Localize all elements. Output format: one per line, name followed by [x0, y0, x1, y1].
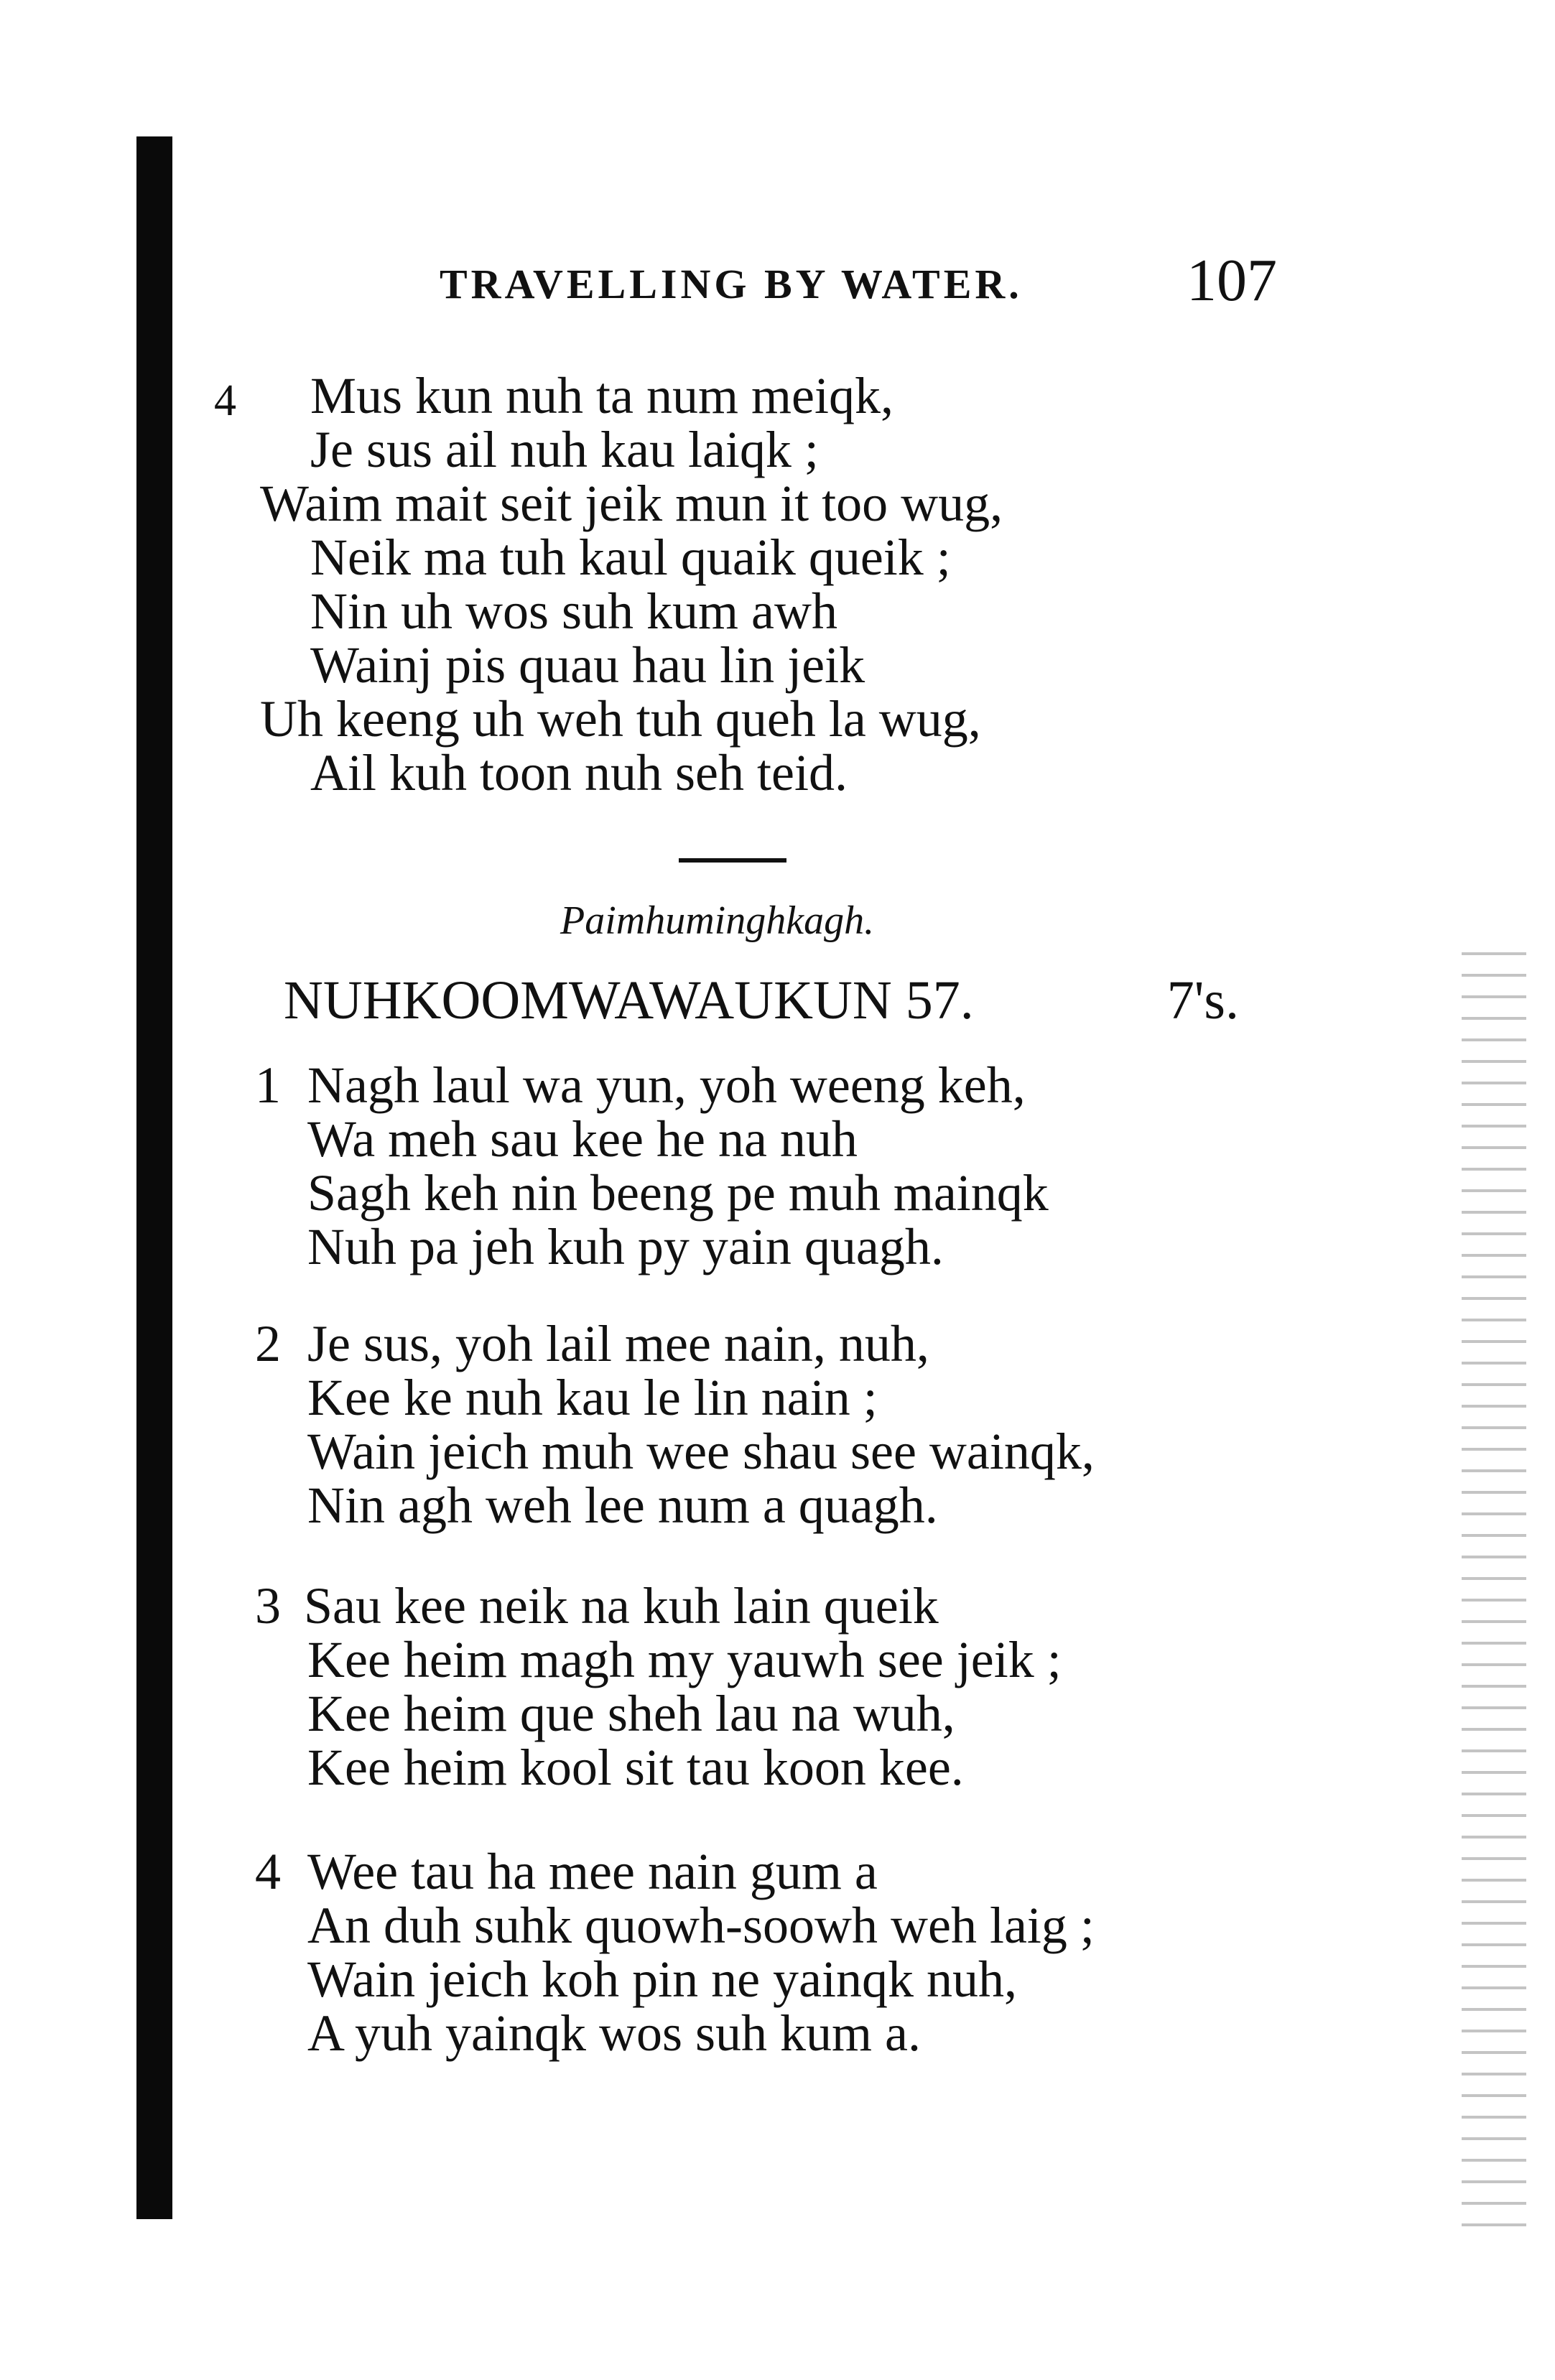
stanza-line: Uh keeng uh weh tuh queh la wug,	[260, 690, 981, 748]
stanza-line: Je sus ail nuh kau laiqk ;	[310, 421, 819, 478]
stanza-line: Mus kun nuh ta num meiqk,	[310, 367, 893, 424]
page-header	[0, 244, 1555, 323]
stanza-line: Wee tau ha mee nain gum a	[307, 1843, 878, 1900]
stanza-line: A yuh yainqk wos suh kum a.	[307, 2004, 921, 2062]
hymn-title: NUHKOOMWAWAUKUN 57.	[284, 970, 974, 1031]
stanza-line: Wain jeich koh pin ne yainqk nuh,	[307, 1951, 1017, 2008]
stanza-line: Nin uh wos suh kum awh	[310, 582, 837, 640]
stanza-line: Kee heim kool sit tau koon kee.	[307, 1739, 964, 1796]
stanza-line: Sagh keh nin beeng pe muh mainqk	[307, 1164, 1049, 1222]
page-number: 107	[1187, 247, 1277, 314]
stanza-line: Kee heim que sheh lau na wuh,	[307, 1685, 955, 1742]
tune-name: Paimhuminghkagh.	[560, 898, 875, 943]
stanza-line: Je sus, yoh lail mee nain, nuh,	[307, 1315, 929, 1372]
stanza-line: Sau kee neik na kuh lain queik	[304, 1577, 939, 1635]
stanza-line: Kee ke nuh kau le lin nain ;	[307, 1369, 878, 1426]
binding-shadow	[136, 136, 172, 2219]
stanza-line: An duh suhk quowh-soowh weh laig ;	[307, 1897, 1095, 1954]
section-divider	[679, 858, 786, 863]
stanza-line: Nuh pa jeh kuh py yain quagh.	[307, 1218, 944, 1275]
stanza-line: Wa meh sau kee he na nuh	[307, 1110, 858, 1168]
stanza-number: 2	[255, 1315, 281, 1372]
stanza-number: 4	[255, 1843, 281, 1900]
stanza-line: Ail kuh toon nuh seh teid.	[310, 744, 848, 801]
stanza-line: Nin agh weh lee num a quagh.	[307, 1477, 938, 1534]
hymn-meter: 7's.	[1166, 970, 1239, 1031]
stanza-number: 1	[255, 1056, 281, 1114]
stanza-line: Waim mait seit jeik mun it too wug,	[260, 475, 1003, 532]
stanza-line: Wainj pis quau hau lin jeik	[310, 636, 865, 694]
stanza-number: 4	[214, 376, 236, 425]
hymn-heading	[284, 970, 1239, 1034]
page-edge-marks	[1462, 934, 1526, 2226]
stanza-number: 3	[255, 1577, 281, 1635]
running-head: TRAVELLING BY WATER.	[440, 261, 1023, 307]
stanza-line: Wain jeich muh wee shau see wainqk,	[307, 1423, 1095, 1480]
stanza-line: Nagh laul wa yun, yoh weeng keh,	[307, 1056, 1026, 1114]
stanza-line: Neik ma tuh kaul quaik queik ;	[310, 529, 951, 586]
stanza-line: Kee heim magh my yauwh see jeik ;	[307, 1631, 1062, 1688]
